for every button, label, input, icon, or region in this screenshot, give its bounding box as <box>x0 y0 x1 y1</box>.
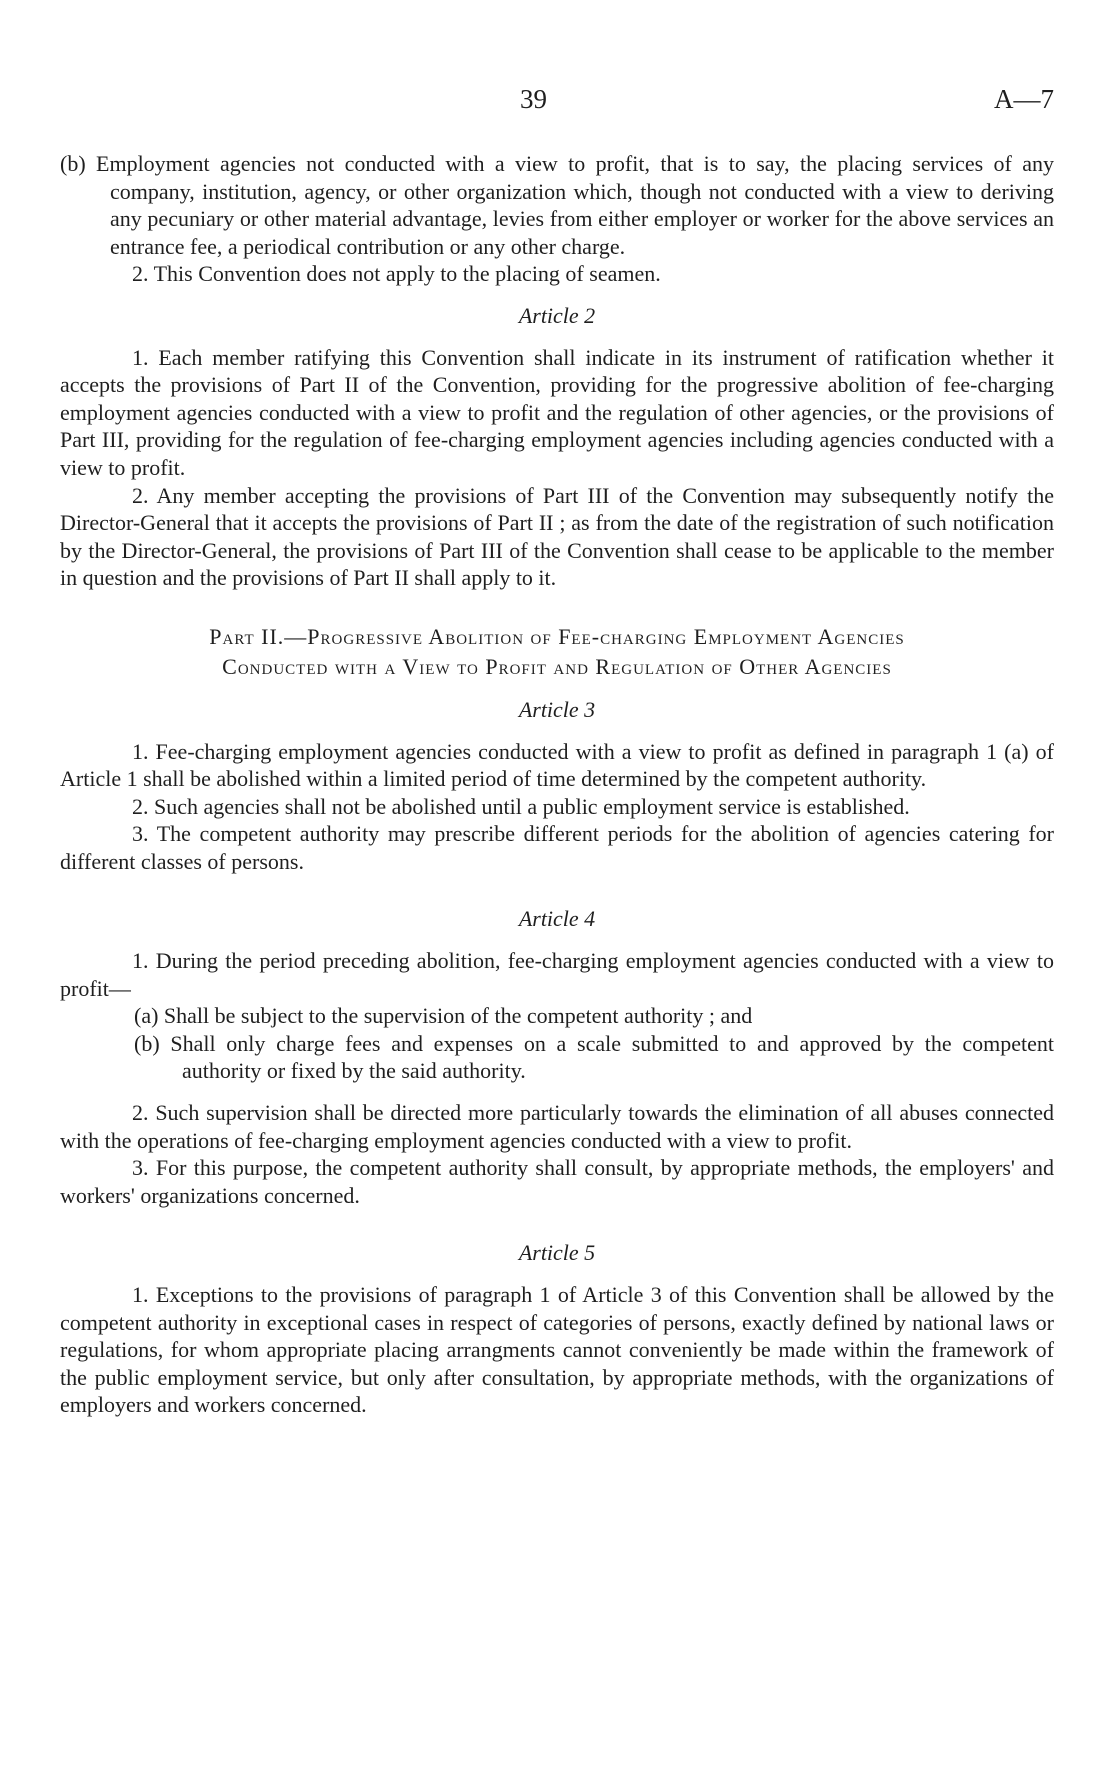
document-code: A—7 <box>994 84 1054 114</box>
article-3-paragraph-3: 3. The competent authority may prescribe different periods for the abolition of agencies catering for different classes of persons. <box>60 821 1054 874</box>
article-4-title: Article 4 <box>518 906 596 932</box>
article-4-paragraph-1: 1. During the period preceding abolition, fee-charging employment agencies conducted with a view to profit— <box>60 948 1054 1001</box>
article-3-title: Article 3 <box>518 696 596 722</box>
article-5-title: Article 5 <box>518 1240 596 1266</box>
page-body <box>60 150 1054 1419</box>
article-4-item-b: (b) Shall only charge fees and expenses on a scale submitted to and approved by the competent authority or fixed by the said authority. <box>134 1030 1054 1084</box>
paragraph-2: 2. This Convention does not apply to the placing of seamen. <box>132 261 661 287</box>
part-2-heading-line-1: Part II.—Progressive Abolition of Fee-charging Employment Agencies <box>209 623 905 649</box>
article-5-paragraph-1: 1. Exceptions to the provisions of paragraph 1 of Article 3 of this Convention shall be allowed by the competent authority in exceptional cases in respect of categories of persons, exactly defined by national laws or regulations, for whom appropriate placing arrangments cannot conveniently be made within the framework of the public employment service, but only after consultation, by appropriate methods, with the organizations of employers and workers concerned. <box>60 1282 1054 1418</box>
article-4-paragraph-2: 2. Such supervision shall be directed more particularly towards the elimination of all abuses connected with the operations of fee-charging employment agencies conducted with a view to profit. <box>60 1100 1054 1153</box>
part-2-heading <box>60 622 1054 682</box>
article-4-item-a: (a) Shall be subject to the supervision of the competent authority ; and <box>134 1003 753 1029</box>
article-2-paragraph-2: 2. Any member accepting the provisions of Part III of the Convention may subsequently notify the Director-General that it accepts the provisions of Part II ; as from the date of the registration of such notification by the Director-General, the provisions of Part III of the Convention shall cease to be applicable to the member in question and the provisions of Part II shall apply to it. <box>60 482 1054 591</box>
article-3-paragraph-2: 2. Such agencies shall not be abolished until a public employment service is established. <box>132 793 910 819</box>
article-2-paragraph-1: 1. Each member ratifying this Convention shall indicate in its instrument of ratification whether it accepts the provisions of Part II of the Convention, providing for the progressive abolition of fee-charging employment agencies conducted with a view to profit and the regulation of other agencies, or the provisions of Part III, providing for the regulation of fee-charging employment agencies including agencies conducted with a view to profit. <box>60 344 1054 480</box>
part-2-heading-line-2: Conducted with a View to Profit and Regulation of Other Agencies <box>222 653 892 679</box>
article-3-paragraph-1: 1. Fee-charging employment agencies conducted with a view to profit as defined in paragraph 1 (a) of Article 1 shall be abolished within a limited period of time determined by the competent authority. <box>60 738 1054 792</box>
article-2-title: Article 2 <box>518 302 596 328</box>
page-number: 39 <box>520 84 547 114</box>
paragraph-b-item: (b) Employment agencies not conducted with a view to profit, that is to say, the placing services of any company, institution, agency, or other organization which, though not conducted with a view to deriving any pecuniary or other material advantage, levies from either employer or worker for the above services an entrance fee, a periodical contribution or any other charge. <box>60 151 1054 259</box>
article-4-paragraph-3: 3. For this purpose, the competent authority shall consult, by appropriate methods, the employers' and workers' organizations concerned. <box>60 1155 1054 1208</box>
